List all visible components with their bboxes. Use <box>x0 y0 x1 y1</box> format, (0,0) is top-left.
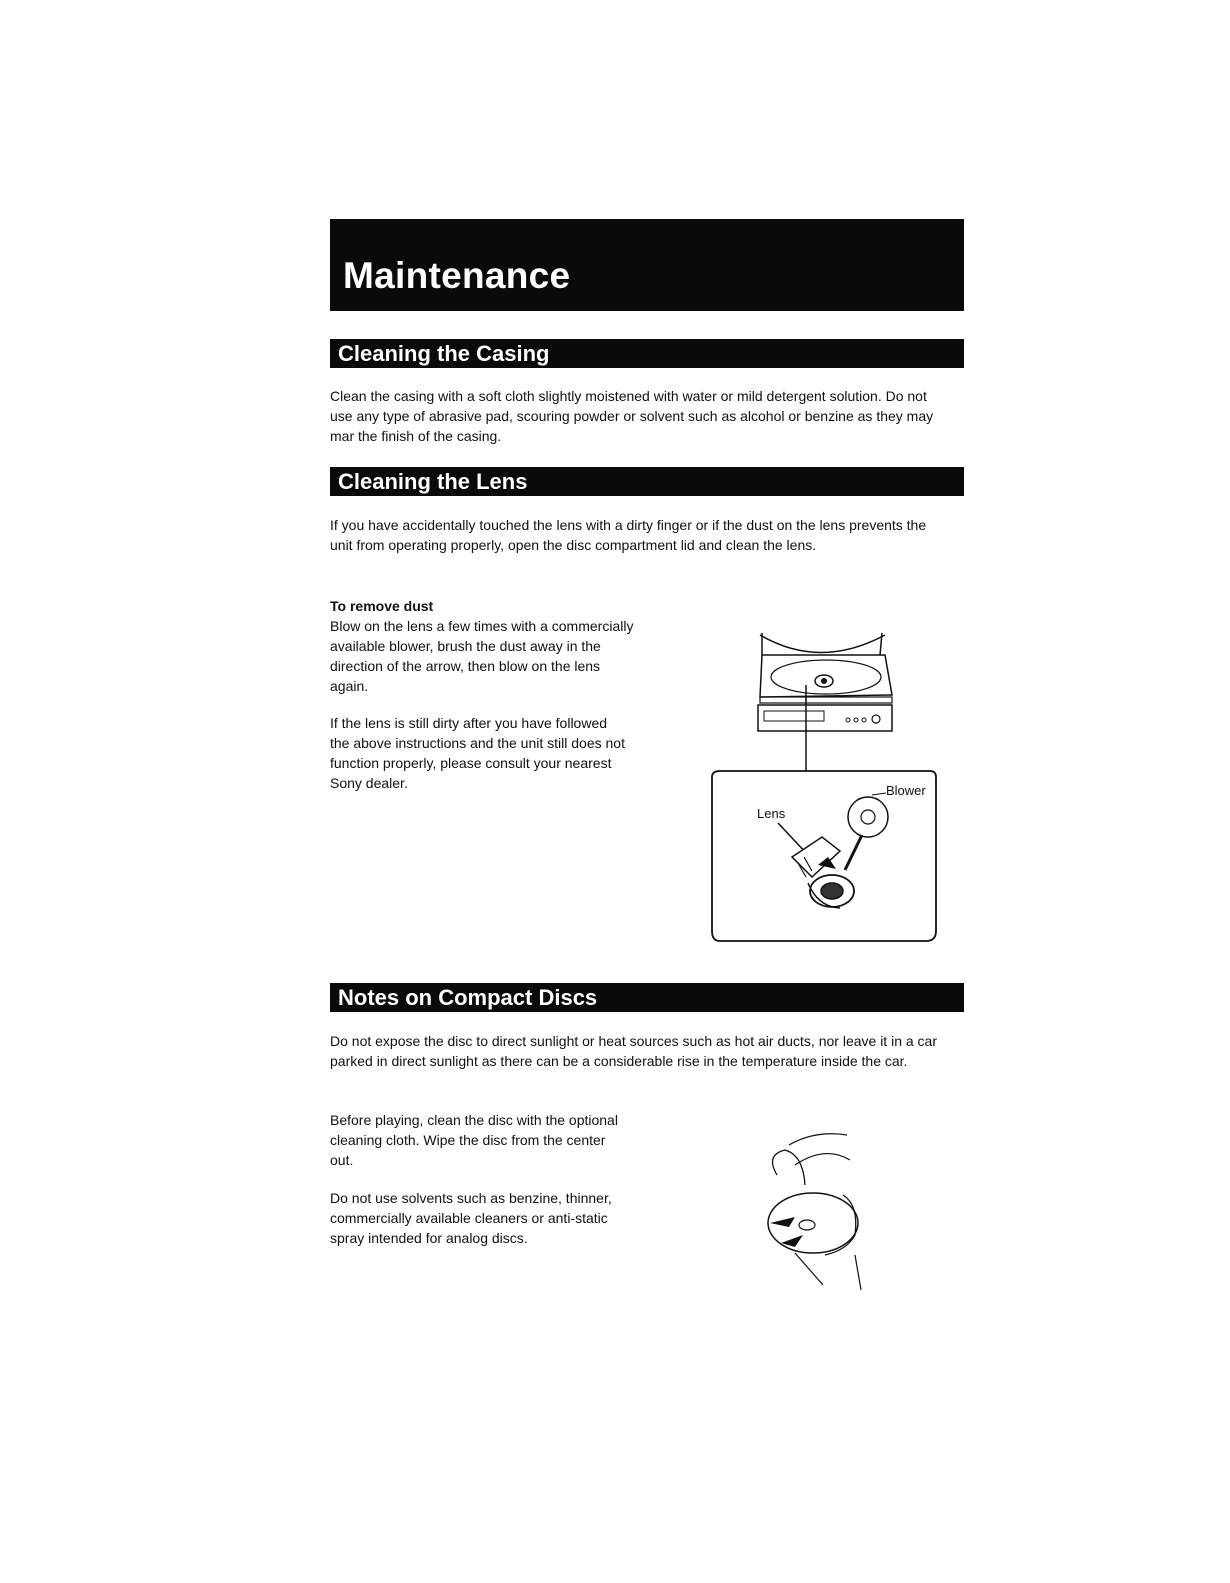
wipe-paragraph: Before playing, clean the disc with the optional cleaning cloth. Wipe the disc from the center out. <box>330 1112 618 1168</box>
section-header-discs <box>330 983 964 1012</box>
section-header-lens <box>330 467 964 496</box>
section-heading: Cleaning the Casing <box>338 341 550 366</box>
subheading-remove-dust: To remove dust <box>330 598 434 614</box>
dust-block <box>330 596 640 696</box>
disc-wiping-illustration <box>755 1125 885 1295</box>
lens-label: Lens <box>757 806 786 821</box>
discs-paragraph: Do not expose the disc to direct sunlight or heat sources such as hot air ducts, nor leave it in a car parked in direct sunlight as there can be a considerable rise in the temperature inside the car. <box>330 1033 937 1069</box>
dust-paragraph: Blow on the lens a few times with a commercially available blower, brush the dust away in the direction of the arrow, then blow on the lens again. <box>330 618 634 694</box>
blower-label: Blower <box>886 783 926 798</box>
lens-cleaning-illustration <box>700 625 950 945</box>
title-bar <box>330 219 964 311</box>
solvent-paragraph: Do not use solvents such as benzine, thinner, commercially available cleaners or anti-static spray intended for analog discs. <box>330 1190 612 1246</box>
casing-paragraph: Clean the casing with a soft cloth slightly moistened with water or mild detergent solution. Do not use any type of abrasive pad, scouring powder or solvent such as alcohol or benzine as they may mar the finish of the casing. <box>330 388 934 444</box>
section-heading: Notes on Compact Discs <box>338 985 598 1010</box>
section-header-casing <box>330 339 964 368</box>
dealer-paragraph: If the lens is still dirty after you have followed the above instructions and the unit still does not function properly, please consult your nearest Sony dealer. <box>330 715 625 791</box>
page-title: Maintenance <box>343 255 571 296</box>
section-heading: Cleaning the Lens <box>338 469 528 494</box>
lens-paragraph: If you have accidentally touched the lens with a dirty finger or if the dust on the lens prevents the unit from operating properly, open the disc compartment lid and clean the lens. <box>330 517 927 553</box>
